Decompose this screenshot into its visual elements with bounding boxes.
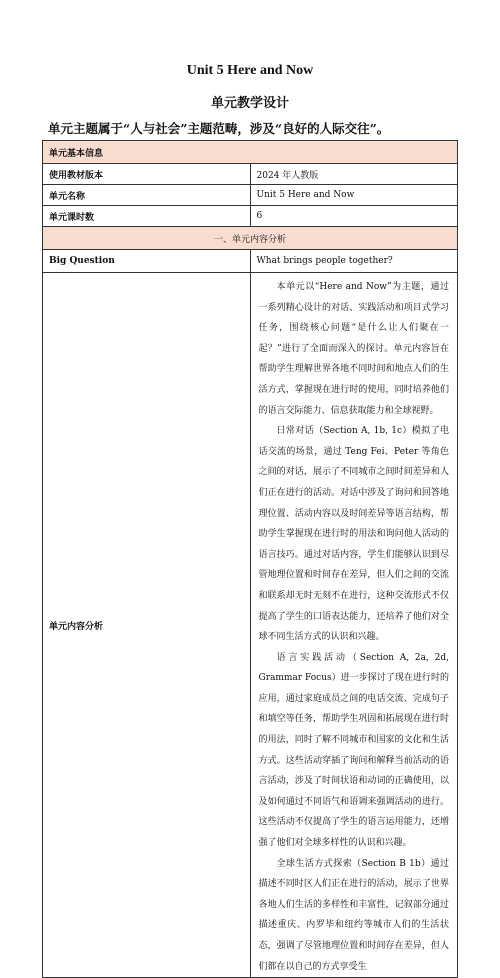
table-row	[43, 164, 458, 185]
section-content-analysis: 一、单元内容分析	[43, 227, 458, 250]
unit-theme-intro: 单元主题属于“人与社会”主题范畴，涉及“良好的人际交往”。	[48, 121, 390, 136]
table-row	[43, 185, 458, 206]
section-basic-info: 单元基本信息	[43, 141, 458, 164]
big-question-label: Big Question	[43, 250, 251, 273]
row-value: 2024 年人教版	[250, 164, 458, 185]
row-value: 6	[250, 206, 458, 227]
section-header-row	[43, 227, 458, 250]
analysis-paragraph: 日常对话（Section A, 1b, 1c）模拟了电话交流的场景，通过 Teng Fei、Peter 等角色之间的对话，展示了不同城市之间时间差异和人们正在进行的活动。对话中涉及了询问和回答地理位置、活动内容以及时间差异等语言结构，帮助学生掌握现在进行时的用法和询问他人活动的语言技巧。通过对话内容，学生们能够认识到尽管地理位置和时间存在差异，但人们之间的交流和联系却无时无刻不在进行，这种交流形式不仅提高了学生的口语表达能力，还培养了他们对全球不同生活方式的认识和兴趣。	[258, 426, 449, 643]
row-label: 单元课时数	[43, 206, 251, 227]
unit-design-table	[42, 140, 458, 978]
analysis-paragraph: 本单元以“Here and Now”为主题，通过一系列精心设计的对话、实践活动和项目式学习任务，围绕核心问题“是什么让人们聚在一起？”进行了全面而深入的探讨。单元内容旨在帮助学生理解世界各地不同时间和地点人们的生活方式，掌握现在进行时的使用，同时培养他们的语言交际能力、信息获取能力和全球视野。	[258, 282, 449, 416]
row-label: 单元名称	[43, 185, 251, 206]
document-title: Unit 5 Here and Now	[186, 63, 314, 78]
table-row	[43, 273, 458, 978]
row-value: Unit 5 Here and Now	[250, 185, 458, 206]
section-header-row	[43, 141, 458, 164]
analysis-label: 单元内容分析	[43, 273, 251, 978]
analysis-paragraph: 全球生活方式探索（Section B 1b）通过描述不同时区人们正在进行的活动，展示了世界各地人们生活的多样性和丰富性，记叙部分通过描述重庆、内罗毕和纽约等城市人们的生活状态，强调了尽管地理位置和时间存在差异，但人们都在以自己的方式享受生	[258, 858, 449, 972]
table-row	[43, 206, 458, 227]
big-question-value: What brings people together?	[250, 250, 458, 273]
document-subtitle: 单元教学设计	[210, 96, 289, 111]
analysis-paragraph: 语言实践活动（Section A, 2a, 2d, Grammar Focus）进一步探讨了现在进行时的应用，通过家庭成员之间的电话交流、完成句子和填空等任务，帮助学生巩固和拓展现在进行时的用法，同时了解不同城市和国家的文化和生活方式。这些活动穿插了询问和解释当前活动的语言活动，涉及了时间状语和动词的正确使用，以及如何通过不同语气和语调来强调活动的进行。这些活动不仅提高了学生的语言运用能力，还增强了他们对全球多样性的认识和兴趣。	[258, 652, 449, 849]
row-label: 使用教材版本	[43, 164, 251, 185]
table-row	[43, 250, 458, 273]
analysis-content	[250, 273, 458, 978]
